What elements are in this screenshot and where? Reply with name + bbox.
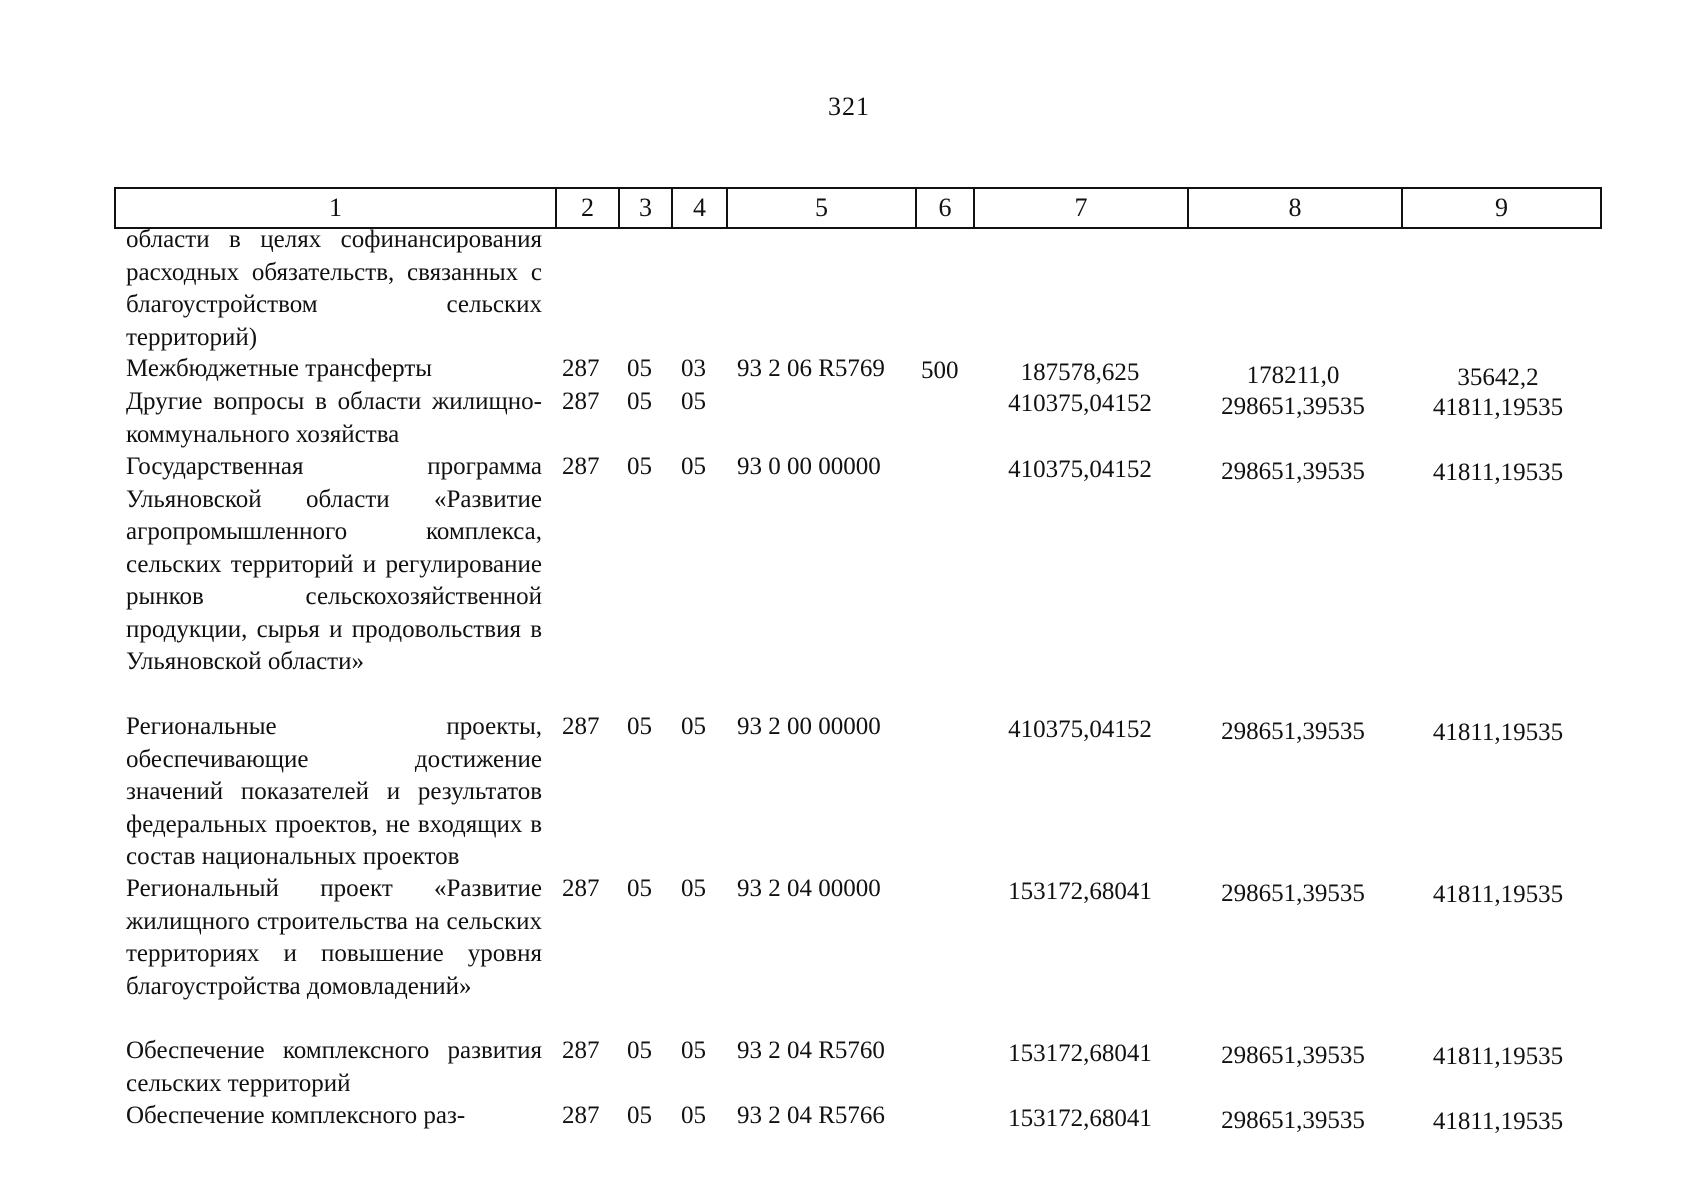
cell-col2: 287 xyxy=(562,453,600,480)
cell-col2: 287 xyxy=(562,875,600,902)
column-header-8: 8 xyxy=(1189,189,1403,227)
cell-col8: 298651,39535 xyxy=(1221,1042,1365,1069)
cell-col8: 298651,39535 xyxy=(1221,718,1365,745)
cell-col4: 05 xyxy=(681,875,706,902)
row-description: Другие вопросы в области жилищно-коммунального хозяйства xyxy=(126,388,542,448)
column-header-5: 5 xyxy=(728,189,917,227)
column-header-3: 3 xyxy=(620,189,673,227)
table-row xyxy=(0,353,1698,391)
column-header-2: 2 xyxy=(557,189,620,227)
cell-col5: 93 2 04 R5766 xyxy=(737,1102,885,1129)
cell-col2: 287 xyxy=(562,1102,600,1129)
cell-col3: 05 xyxy=(627,1102,652,1129)
cell-col4: 03 xyxy=(681,355,706,382)
cell-col9: 41811,19535 xyxy=(1432,1043,1564,1070)
table-row xyxy=(0,1035,1698,1100)
cell-col8: 298651,39535 xyxy=(1221,458,1365,485)
cell-col7: 410375,04152 xyxy=(1008,456,1152,483)
cell-col7: 153172,68041 xyxy=(1008,878,1152,905)
cell-col5: 93 2 04 R5760 xyxy=(737,1037,885,1064)
cell-col3: 05 xyxy=(627,453,652,480)
row-description: области в целях софинансирования расходных обязательств, связанных с благоустройством сельских территорий) xyxy=(126,226,542,351)
cell-col2: 287 xyxy=(562,355,600,382)
cell-col4: 05 xyxy=(681,388,706,415)
column-header-7: 7 xyxy=(975,189,1189,227)
row-description: Обеспечение комплексного раз- xyxy=(126,1102,466,1129)
cell-col2: 287 xyxy=(562,713,600,740)
table-row xyxy=(0,451,1698,711)
cell-col4: 05 xyxy=(681,453,706,480)
cell-col9: 41811,19535 xyxy=(1432,1108,1564,1135)
row-description: Межбюджетные трансферты xyxy=(126,355,433,382)
cell-col2: 287 xyxy=(562,1037,600,1064)
cell-col5: 93 2 06 R5769 xyxy=(737,355,885,382)
column-header-row xyxy=(114,187,1602,229)
page-number: 321 xyxy=(828,92,870,121)
cell-col9: 41811,19535 xyxy=(1432,881,1564,908)
row-description: Региональный проект «Развитие жилищного строительства на сельских территориях и повышение уровня благоустройства домовладений» xyxy=(126,875,542,1000)
cell-col4: 05 xyxy=(681,713,706,740)
cell-col9: 41811,19535 xyxy=(1432,719,1564,746)
cell-col5: 93 2 00 00000 xyxy=(737,713,881,740)
table-row xyxy=(0,711,1698,873)
cell-col5: 93 0 00 00000 xyxy=(737,453,881,480)
row-description: Региональные проекты, обеспечивающие достижение значений показателей и результатов федеральных проектов, не входящих в состав национальных проектов xyxy=(126,713,542,870)
cell-col8: 178211,0 xyxy=(1246,362,1340,389)
cell-col9: 41811,19535 xyxy=(1432,394,1564,421)
row-description: Обеспечение комплексного развития сельских территорий xyxy=(126,1037,542,1097)
column-header-6: 6 xyxy=(917,189,975,227)
cell-col7: 187578,625 xyxy=(1020,359,1140,386)
table-row xyxy=(0,873,1698,1035)
column-header-9: 9 xyxy=(1495,193,1508,222)
cell-col3: 05 xyxy=(627,713,652,740)
cell-col2: 287 xyxy=(562,388,600,415)
cell-col9: 35642,2 xyxy=(1457,364,1539,391)
row-description: Государственная программа Ульяновской области «Развитие агропромышленного комплекса, сельских территорий и регулирование рынков сельскохозяйственной продукции, сырья и продовольствия в Ульяновской области» xyxy=(126,453,542,675)
column-header-1: 1 xyxy=(116,189,557,227)
cell-col4: 05 xyxy=(681,1102,706,1129)
cell-col5: 93 2 04 00000 xyxy=(737,875,881,902)
table-row xyxy=(0,386,1698,451)
cell-col7: 153172,68041 xyxy=(1008,1105,1152,1132)
cell-col4: 05 xyxy=(681,1037,706,1064)
column-header-4: 4 xyxy=(673,189,728,227)
cell-col6: 500 xyxy=(921,357,959,384)
table-body xyxy=(0,226,1698,1140)
cell-col3: 05 xyxy=(627,875,652,902)
cell-col8: 298651,39535 xyxy=(1221,880,1365,907)
table-row xyxy=(0,1100,1698,1140)
cell-col3: 05 xyxy=(627,1037,652,1064)
cell-col7: 410375,04152 xyxy=(1008,716,1152,743)
cell-col9: 41811,19535 xyxy=(1432,459,1564,486)
cell-col3: 05 xyxy=(627,388,652,415)
cell-col8: 298651,39535 xyxy=(1221,1107,1365,1134)
cell-col7: 153172,68041 xyxy=(1008,1040,1152,1067)
cell-col7: 410375,04152 xyxy=(1008,390,1152,417)
table-row xyxy=(0,226,1698,353)
cell-col3: 05 xyxy=(627,355,652,382)
cell-col8: 298651,39535 xyxy=(1221,393,1365,420)
